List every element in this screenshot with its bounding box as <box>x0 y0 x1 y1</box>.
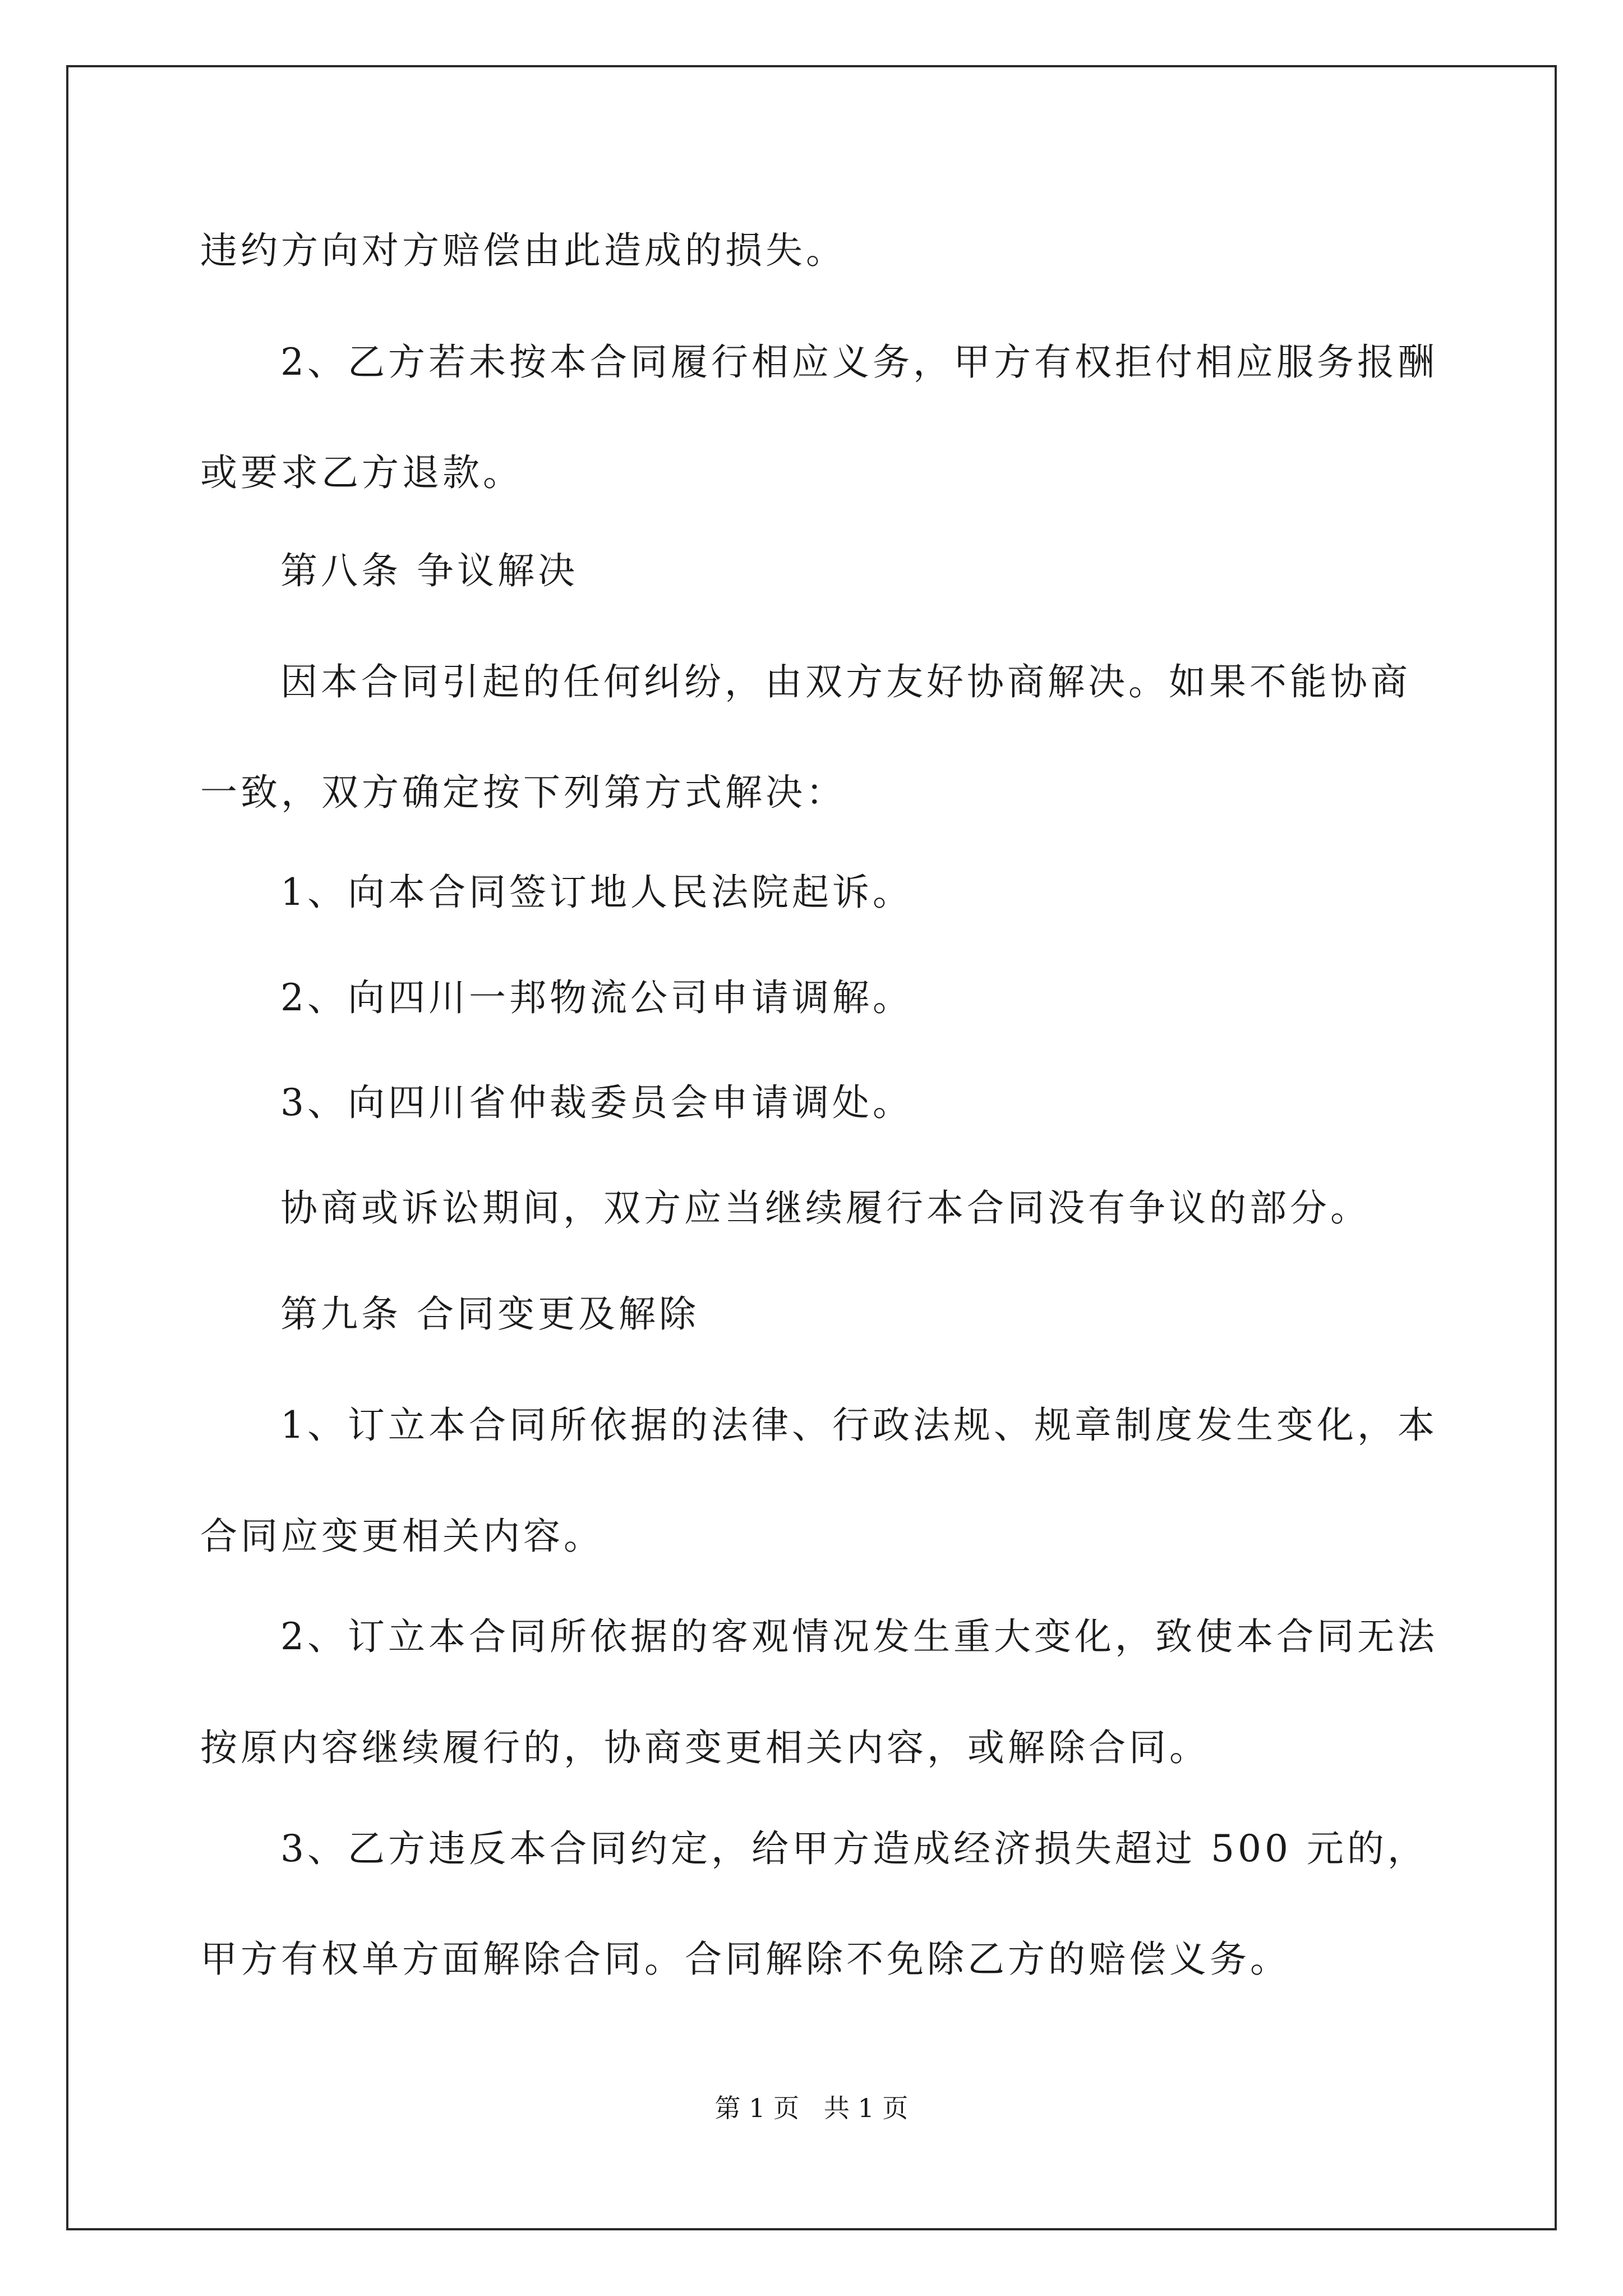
section-heading: 第八条 争议解决 <box>280 549 578 592</box>
list-item: 2、向四川一邦物流公司申请调解。 <box>280 976 913 1019</box>
text-line: 甲方有权单方面解除合同。合同解除不免除乙方的赔偿义务。 <box>200 1938 1290 1981</box>
text-line: 因本合同引起的任何纠纷，由双方友好协商解决。如果不能协商 <box>280 660 1411 703</box>
text-line: 一致，双方确定按下列第方式解决： <box>200 771 846 814</box>
page-number: 第 1 页 共 1 页 <box>714 2093 909 2123</box>
text-line: 1、订立本合同所依据的法律、行政法规、规章制度发生变化，本 <box>280 1404 1438 1447</box>
section-heading: 第九条 合同变更及解除 <box>280 1292 699 1336</box>
list-item: 3、向四川省仲裁委员会申请调处。 <box>280 1081 913 1124</box>
text-line: 合同应变更相关内容。 <box>200 1515 604 1558</box>
text-line: 按原内容继续履行的，协商变更相关内容，或解除合同。 <box>200 1726 1210 1769</box>
text-line: 协商或诉讼期间，双方应当继续履行本合同没有争议的部分。 <box>280 1186 1371 1230</box>
text-line: 2、订立本合同所依据的客观情况发生重大变化，致使本合同无法 <box>280 1615 1438 1658</box>
text-line: 或要求乙方退款。 <box>200 451 523 494</box>
text-line: 2、乙方若未按本合同履行相应义务，甲方有权拒付相应服务报酬 <box>280 341 1438 384</box>
text-line: 3、乙方违反本合同约定，给甲方造成经济损失超过 500 元的， <box>280 1827 1428 1870</box>
page-border <box>66 65 1557 2230</box>
list-item: 1、向本合同签订地人民法院起诉。 <box>280 871 913 914</box>
text-line: 违约方向对方赔偿由此造成的损失。 <box>200 229 846 272</box>
